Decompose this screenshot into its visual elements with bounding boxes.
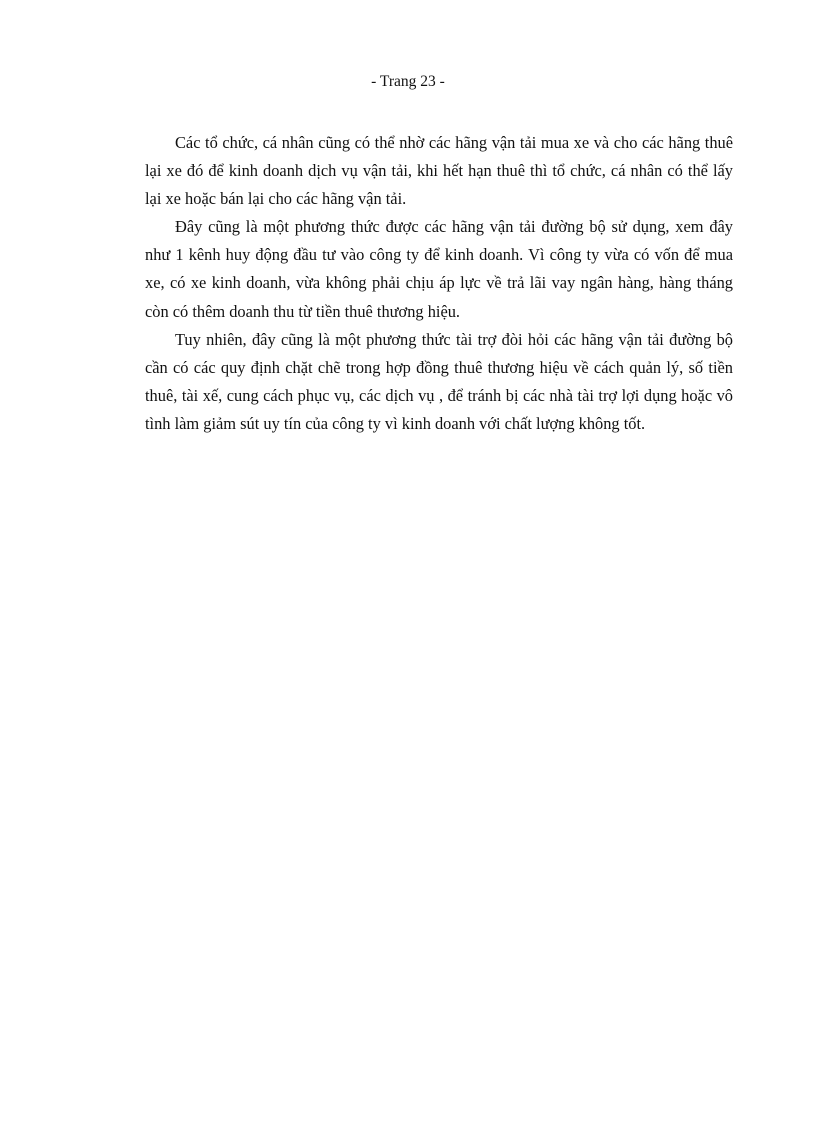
page-number-header: - Trang 23 - (371, 73, 445, 90)
body-text (145, 129, 733, 438)
paragraph-2: Đây cũng là một phương thức được các hãng vận tải đường bộ sử dụng, xem đây như 1 kênh huy động đầu tư vào công ty để kinh doanh. Vì công ty vừa có vốn để mua xe, có xe kinh doanh, vừa không phải chịu áp lực về trả lãi vay ngân hàng, hàng tháng còn có thêm doanh thu từ tiền thuê thương hiệu. (145, 217, 733, 321)
paragraph-1: Các tổ chức, cá nhân cũng có thể nhờ các hãng vận tải mua xe và cho các hãng thuê lại xe đó để kinh doanh dịch vụ vận tải, khi hết hạn thuê thì tổ chức, cá nhân có thể lấy lại xe hoặc bán lại cho các hãng vận tải. (145, 133, 733, 209)
paragraph-3: Tuy nhiên, đây cũng là một phương thức tài trợ đòi hỏi các hãng vận tải đường bộ cần có các quy định chặt chẽ trong hợp đồng thuê thương hiệu về cách quản lý, số tiền thuê, tài xế, cung cách phục vụ, các dịch vụ , để tránh bị các nhà tài trợ lợi dụng hoặc vô tình làm giảm sút uy tín của công ty vì kinh doanh với chất lượng không tốt. (145, 329, 733, 433)
